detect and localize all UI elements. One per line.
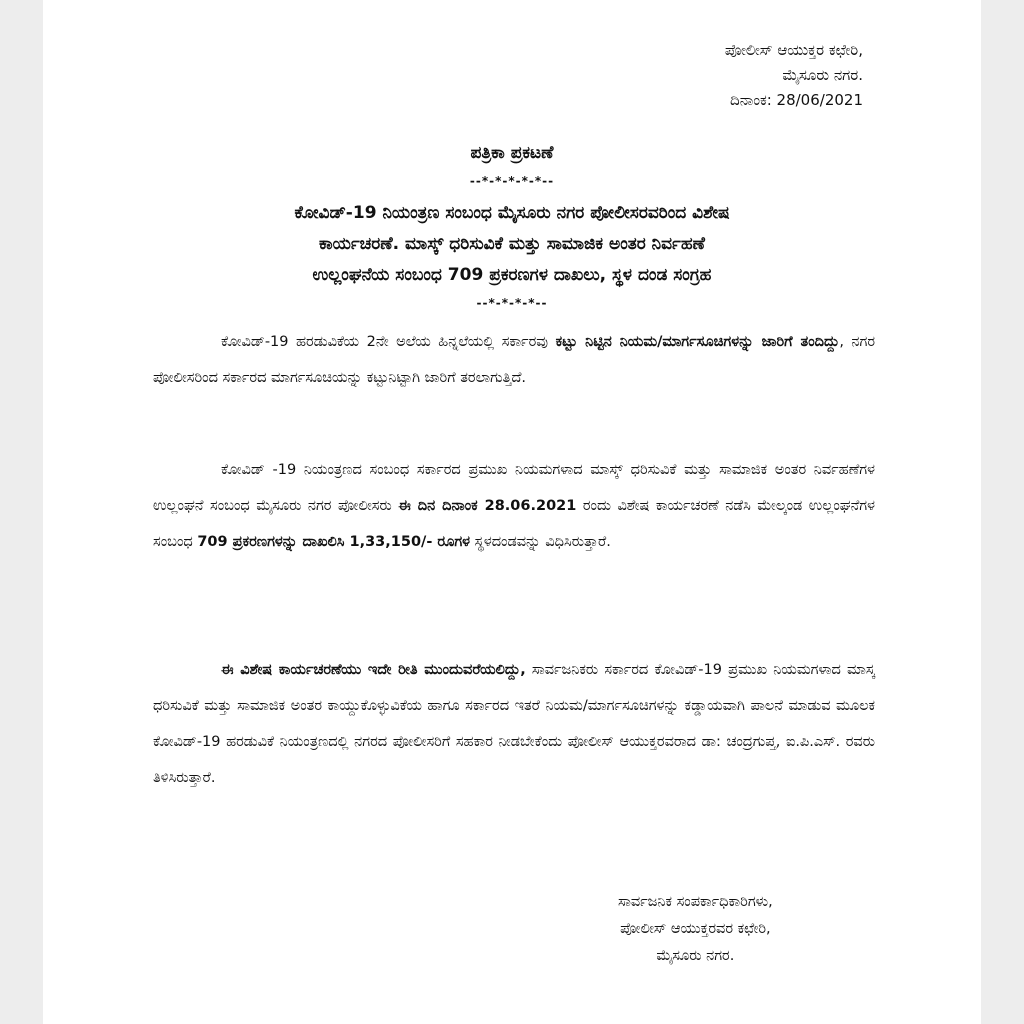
paragraph-emphasis: ಈ ವಿಶೇಷ ಕಾರ್ಯಚರಣೆಯು ಇದೇ ರೀತಿ ಮುಂದುವರೆಯಲಿದ್ದು, [221, 662, 526, 678]
subject-line: ಉಲ್ಲಂಘನೆಯ ಸಂಬಂಧ 709 ಪ್ರಕರಣಗಳ ದಾಖಲು, ಸ್ಥಳ ದಂಡ ಸಂಗ್ರಹ [312, 265, 712, 285]
subject-line: ಕೋವಿಡ್-19 ನಿಯಂತ್ರಣ ಸಂಬಂಧ ಮೈಸೂರು ನಗರ ಪೋಲೀಸರವರಿಂದ ವಿಶೇಷ [294, 203, 730, 223]
paragraph-text: ಕೋವಿಡ್-19 ಹರಡುವಿಕೆಯ 2ನೇ ಅಲೆಯ ಹಿನ್ನಲೆಯಲ್ಲಿ ಸರ್ಕಾರವು [221, 334, 556, 350]
paragraph-date-emphasis: ಈ ದಿನ ದಿನಾಂಕ 28.06.2021 [398, 498, 577, 514]
paragraph-enforcement [153, 452, 875, 560]
press-release-heading: ಪತ್ರಿಕಾ ಪ್ರಕಟಣೆ [470, 143, 554, 163]
paragraph-emphasis: ಕಟ್ಟು ನಿಟ್ಟಿನ ನಿಯಮ/ಮಾರ್ಗಸೂಚಿಗಳನ್ನು ಜಾರಿಗೆ ತಂದಿದ್ದು [555, 334, 840, 350]
signoff-block [618, 889, 773, 970]
signoff-title: ಸಾರ್ವಜನಿಕ ಸಂಪರ್ಕಾಧಿಕಾರಿಗಳು, [618, 894, 773, 910]
paragraph-appeal [153, 652, 875, 796]
signoff-city: ಮೈಸೂರು ನಗರ. [656, 948, 735, 964]
paragraph-text: , ನಗರ ಪೋಲೀಸರಿಂದ ಸರ್ಕಾರದ ಮಾರ್ಗಸೂಚಿಯನ್ನು ಕಟ್ಟುನಿಟ್ಟಾಗಿ ಜಾರಿಗೆ ತರಲಾಗುತ್ತಿದೆ. [153, 334, 875, 386]
subject-block [43, 198, 981, 291]
paragraph-cases-emphasis: 709 ಪ್ರಕರಣಗಳನ್ನು ದಾಖಲಿಸಿ 1,33,150/- ರೂಗಳ [197, 534, 471, 550]
office-address-block [725, 38, 863, 113]
office-name: ಪೋಲೀಸ್ ಆಯುಕ್ತರ ಕಛೇರಿ, [724, 41, 863, 59]
subject-line: ಕಾರ್ಯಚರಣೆ. ಮಾಸ್ಕ್ ಧರಿಸುವಿಕೆ ಮತ್ತು ಸಾಮಾಜಿಕ ಅಂತರ ನಿರ್ವಹಣೆ [319, 234, 705, 254]
issue-date: ದಿನಾಂಕ: 28/06/2021 [730, 91, 863, 109]
top-star-divider: --*-*-*-*-*-- [469, 174, 555, 188]
paragraph-text: ರಂದು ವಿಶೇಷ ಕಾರ್ಯಚರಣೆ ನಡೆಸಿ ಮೇಲ್ಕಂಡ ಉಲ್ಲಂಘನೆಗಳ ಸಂಬಂಧ [153, 498, 875, 550]
paragraph-text: ಕೋವಿಡ್ -19 ನಿಯಂತ್ರಣದ ಸಂಬಂಧ ಸರ್ಕಾರದ ಪ್ರಮುಖ ನಿಯಮಗಳಾದ ಮಾಸ್ಕ್ ಧರಿಸುವಿಕೆ ಮತ್ತು ಸಾಮಾಜಿಕ ಅಂತರ ನಿರ್ವಹಣೆಗಳ ಉಲ್ಲಂಘನೆ ಸಂಬಂಧ ಮೈಸೂರು ನಗರ ಪೋಲೀಸರು [153, 462, 875, 514]
office-city: ಮೈಸೂರು ನಗರ. [782, 66, 863, 84]
signoff-office: ಪೋಲೀಸ್ ಆಯುಕ್ತರವರ ಕಛೇರಿ, [620, 921, 771, 937]
paragraph-text: ಸಾರ್ವಜನಿಕರು ಸರ್ಕಾರದ ಕೋವಿಡ್-19 ಪ್ರಮುಖ ನಿಯಮಗಳಾದ ಮಾಸ್ಕ ಧರಿಸುವಿಕೆ ಮತ್ತು ಸಾಮಾಜಿಕ ಅಂತರ ಕಾಯ್ದುಕೊಳ್ಳುವಿಕೆಯ ಹಾಗೂ ಸರ್ಕಾರದ ಇತರೆ ನಿಯಮ/ಮಾರ್ಗಸೂಚಿಗಳನ್ನು ಕಡ್ಡಾಯವಾಗಿ ಪಾಲನೆ ಮಾಡುವ ಮೂಲಕ ಕೋವಿಡ್-19 ಹರಡುವಿಕೆ ನಿಯಂತ್ರಣದಲ್ಲಿ ನಗರದ ಪೋಲೀಸರಿಗೆ ಸಹಕಾರ ನೀಡಬೇಕೆಂದು ಪೋಲೀಸ್ ಆಯುಕ್ತರವರಾದ ಡಾ: ಚಂದ್ರಗುಪ್ತ, ಐ.ಪಿ.ಎಸ್. ರವರು ತಿಳಿಸಿರುತ್ತಾರೆ. [153, 662, 876, 786]
paragraph-intro [153, 324, 875, 396]
paragraph-text: ಸ್ಥಳದಂಡವನ್ನು ವಿಧಿಸಿರುತ್ತಾರೆ. [470, 534, 611, 550]
bottom-star-divider: --*-*-*-*-- [476, 296, 548, 310]
press-release-page [43, 0, 981, 1024]
